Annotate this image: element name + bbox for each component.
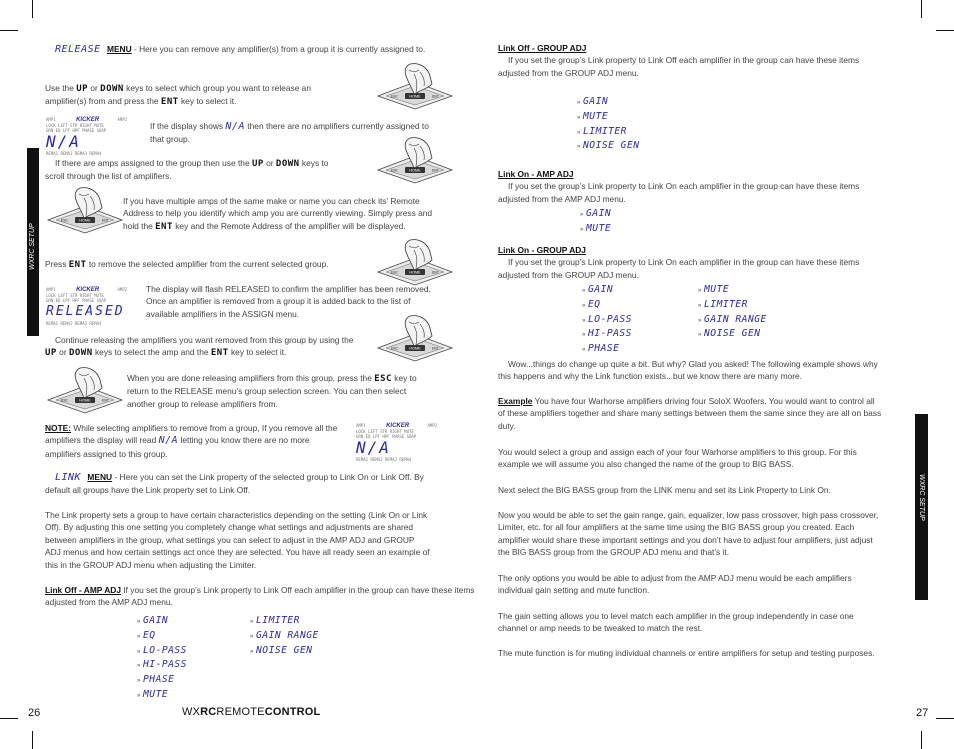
- remote-icon: [46, 186, 124, 234]
- chevron-right-icon: »: [577, 114, 583, 121]
- remote-esc-label: ESC: [391, 270, 398, 275]
- chevron-right-icon: »: [137, 678, 143, 685]
- text: Wow...things do change up quite a bit. But why? Glad you asked! The following example shows why: [508, 359, 878, 369]
- paragraph: [123, 195, 432, 233]
- menu-option: [137, 629, 187, 644]
- menu-option: [580, 207, 611, 222]
- remote-home-label: HOME: [79, 398, 91, 403]
- text: amplifiers assigned to this group.: [45, 448, 168, 459]
- option-list: [582, 283, 632, 357]
- chevron-right-icon: »: [250, 648, 256, 655]
- display-value: N/A: [46, 132, 81, 151]
- remote-illustration: [376, 314, 454, 364]
- text: Address to help you identify which amp you are currently viewing. Simply press and: [123, 208, 433, 219]
- display-label: REMA1 REMA2 REMA3 REMA4: [46, 151, 102, 156]
- ent-key: ENT: [210, 348, 229, 359]
- text-line: Now you would be able to set the gain range, gain, equalizer, low pass crossover, high pass crossover,: [498, 510, 879, 520]
- section-heading: Link On - GROUP ADJ: [498, 245, 586, 255]
- text: example we will assume you also changed the name of the group to BIG BASS.: [498, 459, 794, 470]
- remote-illustration: [376, 136, 454, 186]
- option-label: LO-PASS: [588, 313, 632, 325]
- remote-icon: [46, 366, 124, 414]
- remote-icon: [376, 314, 454, 362]
- crop-mark: [0, 30, 18, 31]
- menu-word: MENU: [87, 472, 113, 482]
- note-label: NOTE:: [45, 423, 72, 433]
- text: key to select it.: [228, 347, 287, 358]
- text: The gain setting allows you to level match each amplifier in the group independently in case one: [498, 611, 854, 621]
- release-intro: [55, 43, 425, 56]
- text: - Here you can set the Link property of the selected group to Link On or Link Off. By: [112, 472, 424, 482]
- menu-option: [577, 125, 640, 140]
- remote-esc-label: ESC: [391, 346, 398, 351]
- section-heading: Link On - AMP ADJ: [498, 169, 574, 179]
- text: letting you know there are no more: [178, 435, 310, 446]
- remote-home-label: HOME: [409, 270, 421, 275]
- menu-option: [698, 283, 767, 298]
- option-label: MUTE: [143, 688, 169, 700]
- crop-mark: [921, 0, 922, 18]
- remote-home-label: HOME: [409, 94, 421, 99]
- option-label: GAIN: [143, 615, 169, 626]
- chevron-right-icon: »: [698, 332, 704, 339]
- kicker-logo: KICKER: [76, 287, 100, 293]
- page-number-right: 27: [916, 707, 929, 719]
- ent-key: ENT: [155, 221, 173, 232]
- option-label: LIMITER: [704, 298, 748, 310]
- remote-esc-label: ESC: [391, 168, 398, 173]
- chevron-right-icon: »: [577, 100, 583, 106]
- remote-ent-label: ENT: [102, 398, 109, 403]
- option-list: [137, 614, 187, 703]
- section-heading: Link Off - GROUP ADJ: [498, 43, 587, 53]
- menu-option: [137, 644, 187, 659]
- menu-option: [137, 688, 187, 703]
- option-label: HI-PASS: [588, 328, 632, 340]
- chevron-right-icon: »: [137, 648, 143, 655]
- text: You have four Warhorse amplifiers driving four SoloX Woofers. You would want to control all: [532, 396, 875, 406]
- remote-home-label: HOME: [409, 168, 421, 173]
- option-label: LIMITER: [256, 615, 300, 626]
- display-label: AMP2: [117, 117, 128, 122]
- text: return to the RELEASE menu’s group selection screen. You can then select: [127, 386, 407, 397]
- menu-option: [137, 614, 187, 629]
- brand-part: CONTROL: [264, 706, 321, 718]
- text: The display will flash RELEASED to confirm the amplifier has been removed.: [146, 284, 431, 294]
- option-label: NOISE GEN: [583, 140, 640, 152]
- display-label: LOCK LEFT STR RIGHT MUTE: [356, 429, 414, 434]
- display-value: RELEASED: [46, 304, 125, 319]
- remote-illustration: [46, 366, 124, 416]
- menu-option: [698, 298, 767, 313]
- remote-ent-label: ENT: [432, 94, 439, 99]
- text-line: between amplifiers in the group, what settings you can select to adjust in the AMP ADJ and GROUP: [45, 534, 415, 545]
- menu-option: [250, 644, 319, 659]
- display-label: LOCK LEFT STR RIGHT MUTE: [46, 123, 104, 128]
- ent-key: ENT: [160, 97, 179, 108]
- chevron-right-icon: »: [698, 317, 704, 324]
- paragraph: [498, 647, 875, 659]
- remote-ent-label: ENT: [432, 346, 439, 351]
- example-paragraph: [498, 395, 881, 432]
- remote-ent-label: ENT: [432, 168, 439, 173]
- menu-option: [250, 614, 319, 629]
- display-value: N/A: [356, 438, 391, 457]
- text: keys to: [299, 158, 329, 168]
- text: this happens and why the Link function exists...but we know there are many more.: [498, 371, 802, 382]
- menu-option: [582, 342, 632, 357]
- remote-illustration: [376, 62, 454, 112]
- crop-mark: [936, 30, 954, 31]
- paragraph: [127, 372, 417, 410]
- chevron-right-icon: »: [698, 288, 704, 294]
- option-label: GAIN: [583, 96, 609, 107]
- down-key: DOWN: [100, 84, 124, 94]
- paragraph: [498, 168, 859, 205]
- chevron-right-icon: »: [582, 288, 588, 294]
- menu-option: [137, 673, 187, 688]
- footer-brand: [182, 706, 320, 718]
- chevron-right-icon: »: [582, 302, 588, 309]
- paragraph: [498, 572, 852, 597]
- up-key: UP: [76, 84, 89, 94]
- text: keys to select which group you want to release an: [123, 83, 311, 93]
- text: scroll through the list of amplifiers.: [45, 171, 172, 182]
- text: If there are amps assigned to the group then use the: [55, 158, 252, 168]
- option-label: GAIN RANGE: [256, 629, 319, 641]
- menu-option: [582, 327, 632, 342]
- paragraph: [498, 446, 857, 471]
- text: amplifiers the display will read: [45, 435, 159, 446]
- text: amplifier(s) from and press the: [45, 96, 161, 107]
- side-tab-left: [27, 148, 39, 336]
- option-label: MUTE: [583, 110, 609, 122]
- up-key: UP: [45, 348, 57, 359]
- display-label: GRN EQ LPF HPF PHASE SOAP: [46, 298, 107, 303]
- brand-part: RC: [200, 706, 217, 718]
- up-key: UP: [251, 159, 264, 169]
- text: If you set the group’s Link property to Link Off each amplifier in the group can have these items: [508, 55, 860, 66]
- option-label: HI-PASS: [143, 659, 187, 671]
- text: The mute function is for muting individual channels or entire amplifiers for setup and testing purposes.: [498, 648, 875, 658]
- menu-word: MENU: [106, 44, 132, 54]
- text: channel or amp needs to be tweaked to match the rest.: [498, 623, 703, 634]
- text: adjusted from the GROUP ADJ menu.: [498, 67, 639, 78]
- release-title: RELEASE: [55, 44, 101, 55]
- text: key and the Remote Address of the amplifier will be displayed.: [172, 220, 406, 231]
- remote-ent-label: ENT: [432, 270, 439, 275]
- option-label: LO-PASS: [143, 644, 187, 656]
- chevron-right-icon: »: [580, 212, 586, 218]
- option-list: [580, 207, 611, 237]
- crop-mark: [0, 718, 18, 719]
- text: or: [263, 158, 276, 168]
- option-label: GAIN: [588, 284, 614, 295]
- display-label: GRN EQ LPF HPF PHASE SOAP: [356, 434, 417, 439]
- option-label: EQ: [143, 629, 156, 641]
- remote-esc-label: ESC: [61, 218, 68, 223]
- lcd-display: [46, 117, 144, 155]
- section-heading: Link Off - AMP ADJ: [45, 585, 121, 595]
- text: Press: [45, 259, 69, 269]
- remote-illustration: [376, 238, 454, 288]
- remote-esc-label: ESC: [391, 94, 398, 99]
- intro-text: - Here you can remove any amplifier(s) from a group it is currently assigned to.: [131, 44, 426, 54]
- display-label: GRN EQ LPF HPF PHASE SOAP: [46, 128, 107, 133]
- side-tab-right: [915, 414, 928, 600]
- option-label: MUTE: [704, 284, 730, 295]
- text-line: the BIG BASS group from the GROUP ADJ menu and that’s it.: [498, 547, 730, 558]
- option-list: [698, 283, 767, 342]
- chevron-right-icon: »: [250, 633, 256, 640]
- chevron-right-icon: »: [582, 317, 588, 324]
- text: available amplifiers in the ASSIGN menu.: [146, 308, 300, 319]
- text-line: this in the GROUP ADJ menu when adjusting the Limiter.: [45, 559, 257, 570]
- crop-mark: [936, 718, 954, 719]
- option-label: GAIN RANGE: [704, 313, 767, 325]
- lcd-display: [46, 287, 144, 327]
- option-list: [250, 614, 319, 658]
- chevron-right-icon: »: [582, 347, 588, 354]
- text: duty.: [498, 420, 516, 431]
- crop-mark: [32, 0, 33, 18]
- link-title: LINK: [55, 472, 82, 483]
- text: The only options you would be able to adjust from the AMP ADJ menu would be each amplifiers: [498, 573, 852, 583]
- side-tab-label: WXRC SETUP: [29, 223, 36, 270]
- example-label: Example: [498, 396, 533, 406]
- remote-ent-label: ENT: [102, 218, 109, 223]
- text: If you set the group’s Link property to Link Off each amplifier in the group can have these items: [121, 585, 475, 595]
- side-tab-label: WXRC SETUP: [918, 474, 925, 521]
- paragraph: [498, 42, 859, 79]
- text: Use the: [45, 83, 77, 93]
- option-label: NOISE GEN: [256, 644, 313, 656]
- option-label: PHASE: [588, 343, 620, 355]
- paragraph: [498, 509, 878, 559]
- text: Continue releasing the amplifiers you want removed from this group by using the: [55, 335, 354, 345]
- chevron-right-icon: »: [137, 663, 143, 670]
- text: key to select it.: [178, 96, 237, 107]
- brand-part: REMOTE: [216, 706, 265, 718]
- text: If you have multiple amps of the same make or name you can check its’ Remote: [123, 196, 420, 206]
- text: or: [56, 347, 69, 358]
- brand-part: WX: [182, 706, 201, 718]
- na-readout: N/A: [158, 435, 179, 447]
- down-key: DOWN: [275, 159, 300, 169]
- chevron-right-icon: »: [582, 332, 588, 339]
- menu-option: [580, 222, 611, 237]
- paragraph: [45, 82, 311, 109]
- text: If you set the group’s Link property to Link On each amplifier in the group can have these items: [508, 257, 860, 268]
- paragraph: [498, 610, 854, 635]
- option-label: MUTE: [586, 222, 612, 234]
- text: then there are no amplifiers currently assigned to: [244, 121, 429, 131]
- display-label: AMP1: [46, 287, 56, 292]
- down-key: DOWN: [68, 348, 93, 359]
- text: While selecting amplifiers to remove from a group, If you remove all the: [71, 423, 338, 433]
- remote-illustration: [46, 186, 124, 236]
- chevron-right-icon: »: [137, 619, 143, 625]
- menu-option: [250, 629, 319, 644]
- text-line: Limiter, etc. for all four amplifiers at the same time using the BIG BASS group you created. Each: [498, 522, 855, 533]
- option-list: [577, 95, 640, 154]
- text: that group.: [150, 134, 191, 145]
- chevron-right-icon: »: [577, 129, 583, 136]
- option-label: LIMITER: [583, 125, 627, 137]
- crop-mark: [921, 731, 922, 749]
- link-explanation: [45, 509, 430, 571]
- text: adjusted from the AMP ADJ menu.: [45, 597, 173, 608]
- crop-mark: [32, 731, 33, 749]
- menu-option: [698, 327, 767, 342]
- paragraph: [45, 157, 329, 183]
- display-label: AMP2: [427, 423, 438, 428]
- menu-option: [577, 95, 640, 110]
- chevron-right-icon: »: [577, 144, 583, 151]
- paragraph: [498, 244, 859, 281]
- chevron-right-icon: »: [698, 302, 704, 309]
- text: of these amplifiers together and share many settings between them the same since they are all on bass: [498, 408, 882, 419]
- page-number-left: 26: [28, 707, 41, 719]
- paragraph: [45, 584, 475, 609]
- text: You would select a group and assign each of your four Warhorse amplifiers to this group. For this: [498, 447, 857, 457]
- remote-home-label: HOME: [79, 218, 91, 223]
- chevron-right-icon: »: [137, 692, 143, 699]
- text: key to: [391, 373, 417, 383]
- esc-key: ESC: [374, 374, 392, 384]
- text: Once an amplifier is removed from a group it is added back to the list of: [146, 296, 411, 307]
- option-label: PHASE: [143, 674, 175, 686]
- text: hold the: [123, 220, 156, 231]
- menu-option: [582, 313, 632, 328]
- menu-option: [137, 658, 187, 673]
- text: default all groups have the Link property set to Link Off.: [45, 485, 251, 496]
- remote-icon: [376, 238, 454, 286]
- text: adjusted from the AMP ADJ menu.: [498, 193, 626, 204]
- remote-icon: [376, 62, 454, 110]
- text: or: [88, 83, 101, 93]
- display-label: AMP1: [356, 423, 366, 428]
- menu-option: [577, 110, 640, 125]
- text: individual gain setting and mute function.: [498, 585, 650, 596]
- text: keys to select the amp and the: [92, 347, 211, 358]
- text: Next select the BIG BASS group from the LINK menu and set its Link Property to Link On.: [498, 485, 831, 495]
- display-label: REMA1 REMA2 REMA3 REMA4: [356, 457, 412, 462]
- text: adjusted from the GROUP ADJ menu.: [498, 269, 639, 280]
- text-line: amplifier would share these important settings and you don’t have to adjust four amplifiers, just adjust: [498, 534, 873, 545]
- menu-option: [582, 298, 632, 313]
- kicker-logo: KICKER: [76, 117, 100, 123]
- chevron-right-icon: »: [250, 619, 256, 625]
- text: If the display shows: [150, 121, 226, 131]
- paragraph: [498, 484, 831, 496]
- text-line: ADJ menus and how certain settings act once they are selected. You have all ready seen an example of: [45, 547, 430, 558]
- text-line: The Link property sets a group to have certain characteristics depending on the setting (Link On or Link: [45, 510, 428, 520]
- menu-option: [577, 139, 640, 154]
- remote-home-label: HOME: [409, 346, 421, 351]
- menu-option: [698, 313, 767, 328]
- paragraph: [498, 358, 878, 383]
- chevron-right-icon: »: [137, 633, 143, 640]
- display-label: LOCK LEFT STR RIGHT MUTE: [46, 293, 104, 298]
- lcd-display: [356, 423, 456, 461]
- na-readout: N/A: [225, 121, 245, 132]
- paragraph: [45, 258, 329, 271]
- text: another group to release amplifiers from.: [127, 398, 278, 409]
- text: When you are done releasing amplifiers from this group, press the: [127, 373, 375, 383]
- text: to remove the selected amplifier from the current selected group.: [86, 259, 329, 269]
- remote-icon: [376, 136, 454, 184]
- link-intro: [45, 471, 424, 497]
- paragraph: [45, 334, 354, 360]
- note-paragraph: [45, 422, 337, 460]
- display-label: REMA1 REMA2 REMA3 REMA4: [46, 321, 102, 326]
- chevron-right-icon: »: [580, 226, 586, 233]
- text-line: Off). By adjusting this one setting you completely change what settings and adjustments are shared: [45, 522, 414, 533]
- kicker-logo: KICKER: [386, 423, 410, 429]
- display-label: AMP2: [117, 287, 128, 292]
- option-label: EQ: [588, 298, 601, 310]
- text: If you set the group’s Link property to Link On each amplifier in the group can have these items: [508, 181, 860, 192]
- menu-option: [582, 283, 632, 298]
- display-label: AMP1: [46, 117, 56, 122]
- ent-key: ENT: [68, 260, 87, 270]
- option-label: GAIN: [586, 208, 612, 219]
- remote-esc-label: ESC: [61, 398, 68, 403]
- option-label: NOISE GEN: [704, 328, 761, 340]
